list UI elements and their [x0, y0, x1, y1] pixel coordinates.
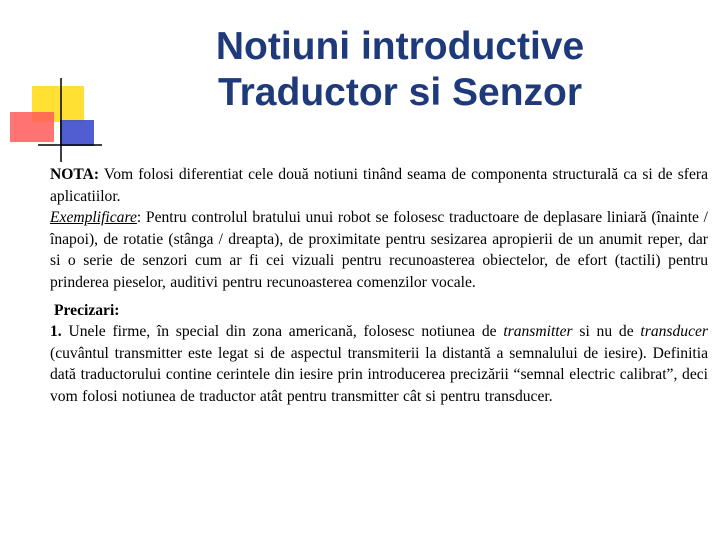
item-number: 1.	[50, 323, 62, 341]
blue-square	[60, 120, 94, 146]
nota-paragraph	[50, 164, 708, 207]
term-transducer: transducer	[640, 323, 708, 341]
item-text-part-3: (cuvântul transmitter este legat si de aspectul transmiterii la distantă a semnalului de iesire). Definitia dată traductorului contine cerintele din iesire prin introducerea precizării “semnal electric calibrat”, deci vom folosi notiunea de traductor atât pentru transmitter cât si pentru transducer.	[50, 344, 708, 405]
title-line-1: Notiuni introductive	[215, 25, 585, 68]
term-transmitter: transmitter	[503, 323, 573, 341]
exemplificare-label: Exemplificare	[50, 209, 137, 227]
title-line-2: Traductor si Senzor	[217, 71, 583, 114]
decorative-squares-graphic	[0, 0, 120, 170]
body-text	[50, 164, 708, 408]
precizari-item-1	[50, 321, 708, 407]
red-square	[10, 112, 54, 142]
exemplificare-paragraph	[50, 207, 708, 293]
precizari-label: Precizari:	[54, 301, 120, 319]
exemplificare-text: : Pentru controlul bratului unui robot se folosesc traductoare de deplasare liniară (înainte / înapoi), de rotatie (stânga / dreapta), de proximitate pentru sesizarea apropierii de un anumit reper, dar si o serie de senzori cum ar fi cei vizuali pentru recunoasterea obiectelor, de efort (tactili) pentru prinderea pieselor, auditivi pentru recunoasterea comenzilor vocale.	[50, 209, 708, 291]
page-title	[160, 24, 640, 116]
nota-label: NOTA:	[50, 166, 100, 183]
item-text-part-2: si nu de	[572, 323, 641, 341]
precizari-heading	[50, 300, 708, 322]
nota-text: Vom folosi diferentiat cele două notiuni tinând seama de componenta structurală ca si de sfera aplicatiilor.	[50, 166, 708, 205]
item-text-part-1: Unele firme, în special din zona americană, folosesc notiunea de	[61, 323, 504, 341]
